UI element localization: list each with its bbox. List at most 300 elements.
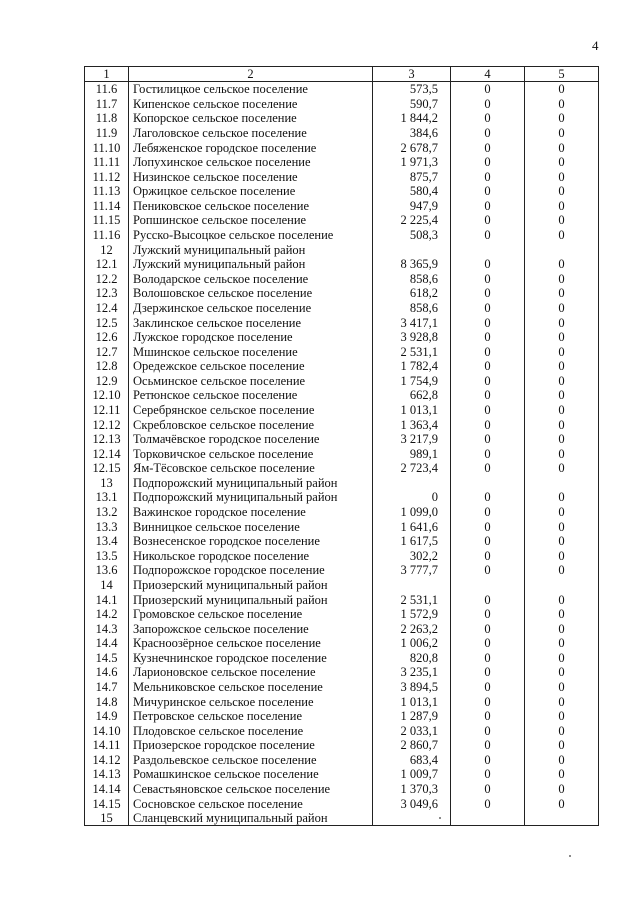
row-number: 12.15 [85,461,129,476]
col4-value: 0 [451,767,525,782]
row-number: 11.8 [85,111,129,126]
table-row [85,301,599,316]
table-row [85,242,599,257]
settlement-name: Дзержинское сельское поселение [129,301,373,316]
table-row [85,97,599,112]
col5-value: 0 [525,621,599,636]
row-number: 14.3 [85,621,129,636]
allocation-table [84,66,599,826]
row-number: 12.9 [85,374,129,389]
table-row [85,476,599,491]
amount: 1 099,0 [373,505,451,520]
col4-value: 0 [451,432,525,447]
col4-value: 0 [451,344,525,359]
amount: 2 860,7 [373,738,451,753]
col5-value: 0 [525,257,599,272]
row-number: 12.11 [85,403,129,418]
table-row [85,563,599,578]
table-row [85,621,599,636]
settlement-name: Важинское городское поселение [129,505,373,520]
amount: 580,4 [373,184,451,199]
header-cell-2: 2 [129,67,373,82]
table-row [85,592,599,607]
col5-value: 0 [525,490,599,505]
col5-value: 0 [525,796,599,811]
table-row [85,432,599,447]
col5-value: 0 [525,388,599,403]
col5-value [525,242,599,257]
col4-value: 0 [451,461,525,476]
table-row [85,519,599,534]
settlement-name: Мичуринское сельское поселение [129,694,373,709]
settlement-name: Мельниковское сельское поселение [129,680,373,695]
row-number: 13.1 [85,490,129,505]
row-number: 12.8 [85,359,129,374]
row-number: 11.6 [85,82,129,97]
row-number: 14.11 [85,738,129,753]
col5-value: 0 [525,723,599,738]
col5-value: 0 [525,432,599,447]
amount: 2 723,4 [373,461,451,476]
table-row [85,753,599,768]
row-number: 13.5 [85,549,129,564]
table-row [85,111,599,126]
amount: 1 287,9 [373,709,451,724]
table-row [85,461,599,476]
col5-value: 0 [525,184,599,199]
row-number: 14 [85,578,129,593]
col4-value: 0 [451,388,525,403]
amount: 1 971,3 [373,155,451,170]
col4-value: 0 [451,111,525,126]
row-number: 14.9 [85,709,129,724]
col4-value: 0 [451,330,525,345]
row-number: 12.2 [85,272,129,287]
amount: 947,9 [373,199,451,214]
col5-value: 0 [525,272,599,287]
col4-value: 0 [451,607,525,622]
col4-value: 0 [451,82,525,97]
row-number: 14.15 [85,796,129,811]
settlement-name: Лужский муниципальный район [129,257,373,272]
col5-value: 0 [525,228,599,243]
settlement-name: Копорское сельское поселение [129,111,373,126]
settlement-name: Заклинское сельское поселение [129,315,373,330]
settlement-name: Плодовское сельское поселение [129,723,373,738]
settlement-name: Ям-Тёсовское сельское поселение [129,461,373,476]
col4-value: 0 [451,753,525,768]
amount: 2 531,1 [373,344,451,359]
amount: 590,7 [373,97,451,112]
table-row [85,767,599,782]
settlement-name: Толмачёвское городское поселение [129,432,373,447]
row-number: 12.7 [85,344,129,359]
col4-value: 0 [451,549,525,564]
col4-value: 0 [451,403,525,418]
settlement-name: Красноозёрное сельское поселение [129,636,373,651]
col4-value: 0 [451,519,525,534]
row-number: 11.14 [85,199,129,214]
col4-value: 0 [451,359,525,374]
row-number: 12 [85,242,129,257]
amount: 3 417,1 [373,315,451,330]
col4-value: 0 [451,374,525,389]
table-row [85,403,599,418]
table-row [85,709,599,724]
col4-value: 0 [451,651,525,666]
row-number: 12.1 [85,257,129,272]
amount: 1 013,1 [373,403,451,418]
col5-value: 0 [525,446,599,461]
amount: 618,2 [373,286,451,301]
col4-value: 0 [451,709,525,724]
scan-speck [439,817,441,819]
col5-value: 0 [525,534,599,549]
col4-value: 0 [451,140,525,155]
settlement-name: Ретюнское сельское поселение [129,388,373,403]
col4-value: 0 [451,490,525,505]
row-number: 12.5 [85,315,129,330]
settlement-name: Лужское городское поселение [129,330,373,345]
amount: 858,6 [373,272,451,287]
amount: 573,5 [373,82,451,97]
amount: 1 782,4 [373,359,451,374]
table-row [85,665,599,680]
col4-value [451,578,525,593]
col4-value: 0 [451,301,525,316]
row-number: 13.3 [85,519,129,534]
col4-value: 0 [451,184,525,199]
col4-value: 0 [451,796,525,811]
col5-value: 0 [525,155,599,170]
settlement-name: Лаголовское сельское поселение [129,126,373,141]
settlement-name: Раздольевское сельское поселение [129,753,373,768]
table-row [85,199,599,214]
amount: 8 365,9 [373,257,451,272]
amount: 2 263,2 [373,621,451,636]
table-body [85,67,599,826]
col4-value: 0 [451,534,525,549]
col4-value: 0 [451,97,525,112]
col5-value: 0 [525,767,599,782]
col5-value: 0 [525,694,599,709]
col5-value: 0 [525,461,599,476]
col4-value: 0 [451,621,525,636]
settlement-name: Серебрянское сельское поселение [129,403,373,418]
settlement-name: Осьминское сельское поселение [129,374,373,389]
col4-value [451,476,525,491]
settlement-name: Приозерское городское поселение [129,738,373,753]
header-row [85,67,599,82]
settlement-name: Петровское сельское поселение [129,709,373,724]
amount: 1 617,5 [373,534,451,549]
col5-value: 0 [525,738,599,753]
table-row [85,651,599,666]
row-number: 13.6 [85,563,129,578]
col4-value: 0 [451,417,525,432]
col5-value: 0 [525,374,599,389]
table-row [85,213,599,228]
amount: 858,6 [373,301,451,316]
table-row [85,796,599,811]
row-number: 12.3 [85,286,129,301]
col5-value: 0 [525,709,599,724]
amount: 1 754,9 [373,374,451,389]
col4-value: 0 [451,155,525,170]
page-number: 4 [592,38,599,53]
col4-value: 0 [451,169,525,184]
table-row [85,534,599,549]
table-row [85,505,599,520]
table-row [85,169,599,184]
row-number: 13.2 [85,505,129,520]
settlement-name: Сосновское сельское поселение [129,796,373,811]
settlement-name: Кузнечнинское городское поселение [129,651,373,666]
amount: 2 225,4 [373,213,451,228]
amount: 0 [373,490,451,505]
settlement-name: Оредежское сельское поселение [129,359,373,374]
settlement-name: Винницкое сельское поселение [129,519,373,534]
table-row [85,126,599,141]
table-row [85,272,599,287]
settlement-name: Лужский муниципальный район [129,242,373,257]
settlement-name: Волошовское сельское поселение [129,286,373,301]
settlement-name: Подпорожское городское поселение [129,563,373,578]
settlement-name: Запорожское сельское поселение [129,621,373,636]
col5-value: 0 [525,417,599,432]
table-row [85,388,599,403]
amount: 662,8 [373,388,451,403]
row-number: 12.13 [85,432,129,447]
amount: 3 217,9 [373,432,451,447]
col5-value: 0 [525,199,599,214]
row-number: 14.7 [85,680,129,695]
table-row [85,694,599,709]
settlement-name: Оржицкое сельское поселение [129,184,373,199]
row-number: 14.8 [85,694,129,709]
settlement-name: Приозерский муниципальный район [129,578,373,593]
row-number: 12.4 [85,301,129,316]
col5-value: 0 [525,359,599,374]
amount: 1 844,2 [373,111,451,126]
col5-value: 0 [525,519,599,534]
settlement-name: Ропшинское сельское поселение [129,213,373,228]
amount: 1 572,9 [373,607,451,622]
table-row [85,636,599,651]
row-number: 14.13 [85,767,129,782]
amount: 875,7 [373,169,451,184]
amount: 1 006,2 [373,636,451,651]
col5-value: 0 [525,403,599,418]
settlement-name: Торковичское сельское поселение [129,446,373,461]
row-number: 14.14 [85,782,129,797]
settlement-name: Громовское сельское поселение [129,607,373,622]
row-number: 11.7 [85,97,129,112]
amount: 3 049,6 [373,796,451,811]
settlement-name: Низинское сельское поселение [129,169,373,184]
settlement-name: Подпорожский муниципальный район [129,476,373,491]
settlement-name: Скребловское сельское поселение [129,417,373,432]
table-row [85,140,599,155]
col4-value: 0 [451,665,525,680]
table-row [85,446,599,461]
row-number: 11.10 [85,140,129,155]
row-number: 12.10 [85,388,129,403]
col5-value: 0 [525,315,599,330]
col4-value: 0 [451,213,525,228]
amount [373,578,451,593]
row-number: 11.15 [85,213,129,228]
amount: 508,3 [373,228,451,243]
table-row [85,490,599,505]
settlement-name: Ромашкинское сельское поселение [129,767,373,782]
col5-value: 0 [525,111,599,126]
settlement-name: Кипенское сельское поселение [129,97,373,112]
header-cell-5: 5 [525,67,599,82]
settlement-name: Русско-Высоцкое сельское поселение [129,228,373,243]
col4-value: 0 [451,446,525,461]
amount [373,242,451,257]
col5-value: 0 [525,651,599,666]
settlement-name: Ларионовское сельское поселение [129,665,373,680]
col5-value: 0 [525,301,599,316]
table-row [85,286,599,301]
amount: 1 370,3 [373,782,451,797]
table-row [85,549,599,564]
table-row [85,257,599,272]
col4-value [451,811,525,826]
settlement-name: Володарское сельское поселение [129,272,373,287]
table-row [85,417,599,432]
row-number: 12.6 [85,330,129,345]
table-row [85,330,599,345]
table-row [85,738,599,753]
table-row [85,680,599,695]
col5-value: 0 [525,680,599,695]
col4-value: 0 [451,228,525,243]
col5-value [525,811,599,826]
col4-value: 0 [451,694,525,709]
table-row [85,811,599,826]
col5-value: 0 [525,549,599,564]
amount: 3 928,8 [373,330,451,345]
amount: 384,6 [373,126,451,141]
table-row [85,82,599,97]
amount: 1 641,6 [373,519,451,534]
row-number: 14.5 [85,651,129,666]
amount: 3 777,7 [373,563,451,578]
col5-value: 0 [525,636,599,651]
col4-value: 0 [451,680,525,695]
table-row [85,723,599,738]
settlement-name: Лебяженское городское поселение [129,140,373,155]
row-number: 14.1 [85,592,129,607]
table-row [85,228,599,243]
col5-value: 0 [525,505,599,520]
table-row [85,607,599,622]
col4-value: 0 [451,636,525,651]
col5-value [525,578,599,593]
col4-value: 0 [451,782,525,797]
col4-value: 0 [451,592,525,607]
col4-value: 0 [451,315,525,330]
table-row [85,315,599,330]
col5-value: 0 [525,82,599,97]
col5-value: 0 [525,169,599,184]
header-cell-4: 4 [451,67,525,82]
amount: 820,8 [373,651,451,666]
col4-value: 0 [451,126,525,141]
settlement-name: Подпорожский муниципальный район [129,490,373,505]
table-row [85,359,599,374]
col4-value: 0 [451,257,525,272]
amount: 1 363,4 [373,417,451,432]
table-row [85,374,599,389]
col5-value: 0 [525,344,599,359]
amount: 683,4 [373,753,451,768]
col5-value: 0 [525,592,599,607]
amount: 3 894,5 [373,680,451,695]
row-number: 14.2 [85,607,129,622]
row-number: 12.14 [85,446,129,461]
settlement-name: Никольское городское поселение [129,549,373,564]
col5-value: 0 [525,563,599,578]
table-row [85,578,599,593]
settlement-name: Мшинское сельское поселение [129,344,373,359]
col5-value: 0 [525,213,599,228]
amount: 1 013,1 [373,694,451,709]
col5-value: 0 [525,330,599,345]
row-number: 11.12 [85,169,129,184]
row-number: 13.4 [85,534,129,549]
col5-value: 0 [525,97,599,112]
settlement-name: Пениковское сельское поселение [129,199,373,214]
col5-value: 0 [525,782,599,797]
col4-value: 0 [451,563,525,578]
amount: 1 009,7 [373,767,451,782]
col5-value: 0 [525,753,599,768]
row-number: 14.6 [85,665,129,680]
row-number: 11.16 [85,228,129,243]
settlement-name: Приозерский муниципальный район [129,592,373,607]
row-number: 14.10 [85,723,129,738]
settlement-name: Лопухинское сельское поселение [129,155,373,170]
col4-value [451,242,525,257]
amount [373,476,451,491]
table-row [85,155,599,170]
settlement-name: Гостилицкое сельское поселение [129,82,373,97]
row-number: 11.13 [85,184,129,199]
table-row [85,184,599,199]
col5-value: 0 [525,665,599,680]
amount: 989,1 [373,446,451,461]
col5-value: 0 [525,140,599,155]
amount: 2 678,7 [373,140,451,155]
scan-speck [569,855,571,857]
row-number: 15 [85,811,129,826]
col4-value: 0 [451,505,525,520]
row-number: 14.12 [85,753,129,768]
col5-value: 0 [525,607,599,622]
col4-value: 0 [451,286,525,301]
row-number: 14.4 [85,636,129,651]
amount: 302,2 [373,549,451,564]
col4-value: 0 [451,723,525,738]
amount: 2 033,1 [373,723,451,738]
col5-value: 0 [525,126,599,141]
col4-value: 0 [451,738,525,753]
settlement-name: Сланцевский муниципальный район [129,811,373,826]
